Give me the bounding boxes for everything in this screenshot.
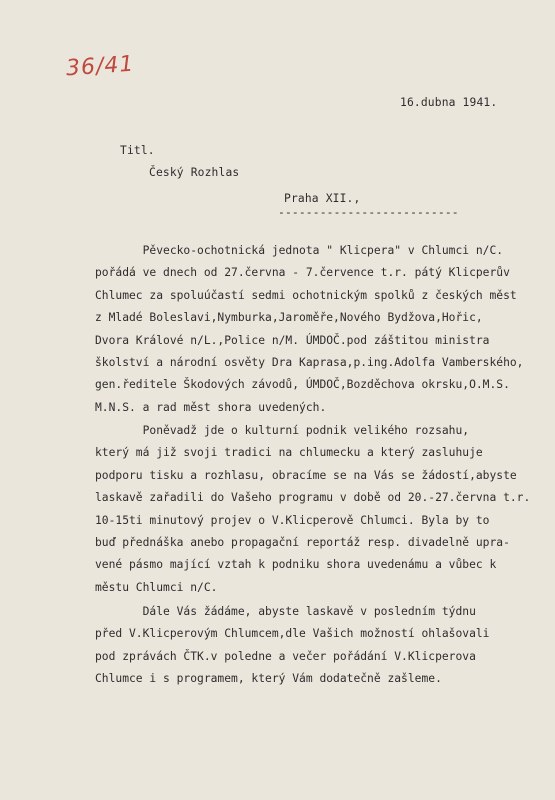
recipient-name: Český Rozhlas <box>149 166 240 179</box>
text-line: který má již svoji tradici na chlumecku a který zasluhuje <box>95 446 483 460</box>
text-line: z Mladé Boleslavi,Nymburka,Jaroměře,Nového Bydžova,Hořic, <box>95 311 483 325</box>
text-line: školství a národní osvěty Dra Kaprasa,p.ing.Adolfa Vamberského, <box>95 355 524 369</box>
text-line: Poněvadž jde o kulturní podnik velikého rozsahu, <box>95 424 470 437</box>
text-line: gen.ředitele Škodových závodů, ÚMDOČ,Bozděchova okrsku,O.M.S. <box>95 378 510 392</box>
archive-mark: 36/41 <box>65 51 136 82</box>
text-line: Chlumec za spoluúčastí sedmi ochotnickým spolků z českých měst <box>95 288 517 302</box>
text-line: 10-15ti minutový projev o V.Klicperově Chlumci. Byla by to <box>95 513 490 527</box>
text-line: Dále Vás žádáme, abyste laskavě v posledním týdnu <box>95 605 476 618</box>
text-line: pod zprávách ČTK.v poledne a večer pořádání V.Klicperova <box>95 649 476 663</box>
text-line: laskavě zařadili do Vašeho programu v době od 20.-27.června t.r. <box>95 491 531 505</box>
salutation: Titl. <box>120 144 155 157</box>
text-line: Pěvecko-ochotnická jednota " Klicpera" v Chlumci n/C. <box>95 244 504 257</box>
paragraph-3 <box>95 605 535 695</box>
text-line: buď přednáška anebo propagační reportáž resp. divadelně upra- <box>95 535 510 549</box>
paragraph-2 <box>95 424 535 603</box>
text-line: městu Chlumci n/C. <box>95 580 218 594</box>
address-underline: -------------------------- <box>278 206 459 219</box>
letter-date: 16.dubna 1941. <box>400 96 498 109</box>
text-line: vené pásmo mající vztah k podniku shora uvedenámu a vůbec k <box>95 558 497 572</box>
paragraph-1 <box>95 244 535 423</box>
recipient-city: Praha XII., <box>284 192 361 205</box>
text-line: Chlumce i s programem, který Vám dodatečně zašleme. <box>95 672 442 686</box>
text-line: M.N.S. a rad měst shora uvedených. <box>95 400 327 414</box>
text-line: před V.Klicperovým Chlumcem,dle Vašich možností ohlašovali <box>95 627 490 641</box>
text-line: Dvora Králové n/L.,Police n/M. ÚMDOČ.pod záštitou ministra <box>95 333 490 347</box>
text-line: podporu tisku a rozhlasu, obracíme se na Vás se žádostí,abyste <box>95 468 517 482</box>
text-line: pořádá ve dnech od 27.června - 7.července t.r. pátý Klicperův <box>95 266 510 280</box>
